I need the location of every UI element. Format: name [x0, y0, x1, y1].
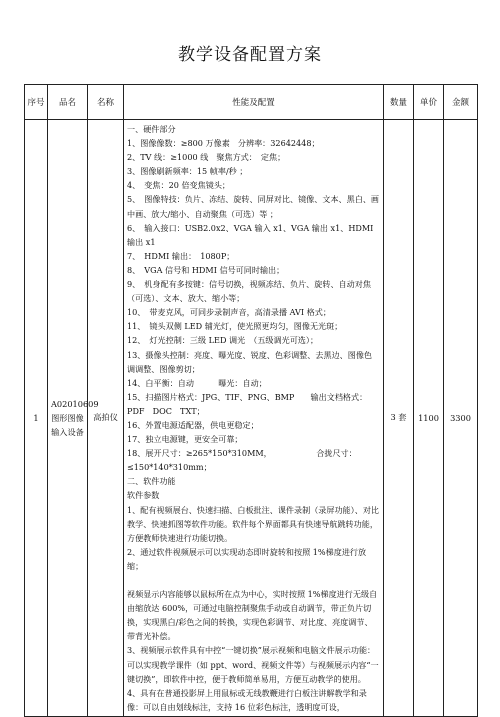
spec-line: 3、图像刷新频率：15 帧率/秒 ； [127, 166, 248, 177]
spec-line: 4、具有在普通投影屏上用鼠标或无线教鞭进行白板注讲解教学和录像：可以自由划线标注，支持 16 位彩色标注，透明度可设， [127, 687, 367, 712]
spec-line: 7、 HDMI 输出： 1080P； [127, 250, 235, 261]
spec-line: 二、软件功能 [127, 476, 176, 487]
spec-line: 6、 输入接口：USB2.0x2、VGA 输入 x1、VGA 输出 x1、HDMI 输出 x1 [127, 222, 374, 247]
spec-line: 视频显示内容能够以鼠标所在点为中心，实时按照 1%梯度进行无级自由缩放达 600%，可通过电脑控制聚焦手动或自动调节，带正负片切换，实现黑白/彩色之间的转换，实现色彩调节、对比度、亮度调节、带背光补偿。 [127, 589, 378, 642]
spec-line: 17、独立电源键，更安全可靠； [127, 434, 243, 445]
document-title: 教学设备配置方案 [178, 45, 322, 65]
spec-line: 一、硬件部分 [127, 124, 176, 134]
spec-line: 10、 带麦克风，可同步录制声音，高清录播 AVI 格式； [127, 307, 331, 318]
cell-amount: 3300 [444, 120, 478, 717]
cell-name: 高拍仪 [88, 120, 124, 717]
cell-product: A02010609图形图像输入设备 [48, 120, 88, 717]
spec-line [127, 573, 380, 587]
spec-line: 15、扫描图片格式：JPG、TIF、PNG、BMP 输出文档格式：PDF DOC TXT； [127, 391, 368, 416]
table-header-row [25, 85, 478, 120]
header-seq: 序号 [25, 85, 48, 120]
header-product: 品名 [48, 85, 88, 120]
header-spec: 性能及配置 [124, 85, 384, 120]
header-qty: 数量 [384, 85, 414, 120]
spec-line: 3、视频展示软件具有中控“一键切换”展示视频和电脑文件展示功能：可以实现教学课件（如 ppt、word、视频文件等）与视频展示内容“一键切换”，即软件中控，便于教师简单易用，方便互动教学的使用。 [127, 645, 379, 684]
header-name: 名称 [88, 85, 124, 120]
spec-line: 2、TV 线：≥1000 线 聚焦方式： 定焦； [127, 152, 286, 163]
spec-line: 18、展开尺寸：≥265*150*310MM， 合拢尺寸：≤150*140*310mm； [127, 448, 357, 473]
cell-unit-price: 1100 [414, 120, 444, 717]
cell-spec [124, 120, 384, 717]
spec-line: 5、 图像特技：负片、冻结、旋转、同屏对比、镜像、文本、黑白、画中画、放大/缩小、自动聚焦（可选）等 ； [127, 194, 380, 219]
table-row [25, 120, 478, 717]
cell-qty: 3 套 [384, 120, 414, 717]
spec-line: 11、 镜头双侧 LED 辅光灯，使光照更均匀，图像无光斑； [127, 321, 343, 332]
spec-line: 2、通过软件视频展示可以实现动态即时旋转和按照 1%梯度进行放缩； [127, 546, 367, 571]
header-amount: 金额 [444, 85, 478, 120]
spec-line: 4、 变焦：20 倍变焦镜头； [127, 180, 231, 191]
spec-line: 14、白平衡：自动 曝光：自动； [127, 377, 267, 388]
spec-line: 1、配有视频展台、快速扫描、白板批注、课件录制（录屏功能）、对比教学、快速抓图等软件功能。软件每个界面都具有快速导航跳转功能，方便教师快速进行功能切换。 [127, 504, 380, 543]
spec-line: 13、摄像头控制：亮度、曝光度、锐度、色彩调整、去黑边、图像色调调整、图像剪切； [127, 349, 373, 374]
spec-line: 1、图像像数：≥800 万像素 分辨率：32642448； [127, 138, 320, 149]
spec-line: 16、外置电源适配器，供电更稳定； [127, 419, 259, 430]
header-unit-price: 单价 [414, 85, 444, 120]
spec-line: 8、 VGA 信号和 HDMI 信号可同时输出； [127, 264, 285, 275]
spec-line: 12、 灯光控制：三级 LED 调光 （五级调光可选）； [127, 335, 319, 346]
equipment-config-table [24, 84, 478, 717]
cell-seq: 1 [25, 120, 48, 717]
spec-line: 9、 机身配有多按键：信号切换，视频冻结、负片、旋转、自动对焦（可选）、文本、放大、缩小等； [127, 279, 371, 304]
spec-line: 软件参数 [127, 490, 160, 501]
